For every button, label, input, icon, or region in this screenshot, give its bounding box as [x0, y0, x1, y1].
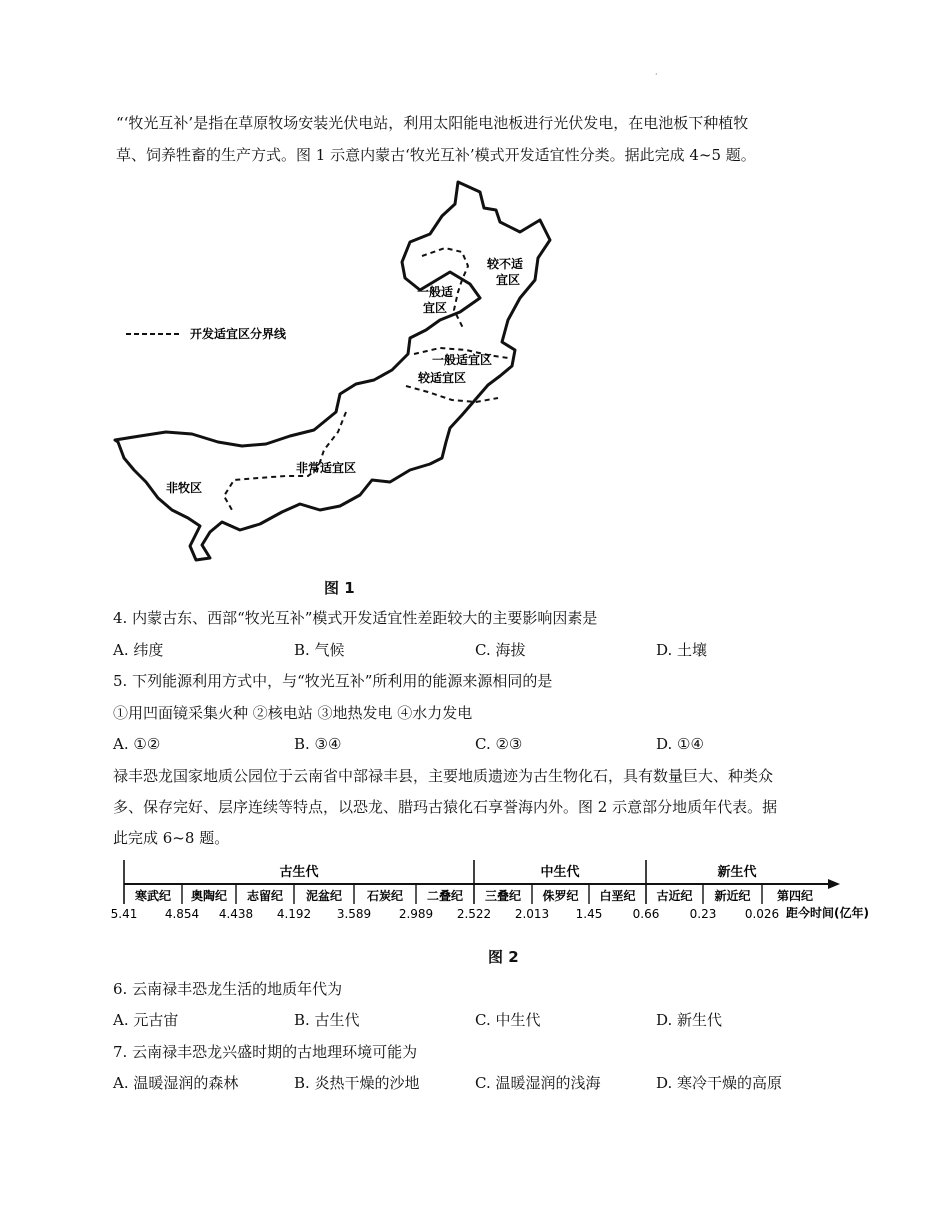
q5-items: ①用凹面镜采集火种 ②核电站 ③地热发电 ④水力发电 [113, 704, 473, 722]
intro2-line2: 多、保存完好、层序连续等特点，以恐龙、腊玛古猿化石享誉海内外。图 2 示意部分地质年代表。据 [113, 798, 778, 816]
region-label-2b: 宜区 [423, 301, 448, 315]
region-label-1b: 宜区 [496, 273, 521, 287]
region-label-6: 非牧区 [166, 481, 203, 495]
time-label: 2.522 [456, 907, 492, 921]
q4-option-c[interactable]: C. 海拔 [475, 641, 526, 659]
region-label-5: 非常适宜区 [296, 461, 357, 475]
q7-option-d[interactable]: D. 寒冷干燥的高原 [656, 1074, 783, 1092]
q7-option-a[interactable]: A. 温暖湿润的森林 [113, 1074, 239, 1092]
era-label: 中生代 [540, 865, 580, 880]
figure2-timeline [110, 858, 890, 926]
q5-option-b[interactable]: B. ③④ [294, 735, 342, 753]
period-label: 白垩纪 [599, 889, 636, 903]
period-label: 新近纪 [714, 889, 751, 903]
axis-label: 距今时间(亿年) [786, 906, 869, 920]
time-label: 4.192 [276, 907, 312, 921]
period-label: 石炭纪 [366, 889, 404, 903]
q6-stem: 6. 云南禄丰恐龙生活的地质年代为 [113, 980, 343, 998]
period-label: 寒武纪 [134, 889, 172, 903]
q6-option-d[interactable]: D. 新生代 [656, 1011, 723, 1029]
period-label: 古近纪 [656, 889, 693, 903]
q6-option-c[interactable]: C. 中生代 [475, 1011, 541, 1029]
era-label: 古生代 [279, 865, 319, 880]
region-label-4: 较适宜区 [418, 371, 467, 385]
q5-option-d[interactable]: D. ①④ [656, 735, 704, 753]
q5-option-a[interactable]: A. ①② [113, 735, 161, 753]
region-label-2a: 一般适 [417, 285, 454, 299]
time-label: 5.41 [110, 907, 138, 921]
time-label: 4.854 [164, 907, 200, 921]
time-label: 4.438 [218, 907, 254, 921]
time-label: 3.589 [336, 907, 372, 921]
q7-stem: 7. 云南禄丰恐龙兴盛时期的古地理环境可能为 [113, 1043, 418, 1061]
intro2-line3: 此完成 6~8 题。 [113, 829, 230, 847]
era-label: 新生代 [717, 865, 757, 880]
period-label: 三叠纪 [484, 889, 522, 903]
q7-option-b[interactable]: B. 炎热干燥的沙地 [294, 1074, 420, 1092]
axis-arrow [828, 879, 840, 889]
region-label-1a: 较不适 [487, 257, 524, 271]
q6-option-a[interactable]: A. 元古宙 [113, 1011, 179, 1029]
figure1-map [110, 180, 670, 570]
time-label: 2.013 [514, 907, 550, 921]
intro1-line1: “‘牧光互补’是指在草原牧场安装光伏电站，利用太阳能电池板进行光伏发电，在电池板下种植牧 [116, 114, 749, 132]
period-label: 泥盆纪 [305, 889, 343, 903]
q7-option-c[interactable]: C. 温暖湿润的浅海 [475, 1074, 601, 1092]
q4-stem: 4. 内蒙古东、西部“牧光互补”模式开发适宜性差距较大的主要影响因素是 [113, 609, 598, 627]
q6-option-b[interactable]: B. 古生代 [294, 1011, 360, 1029]
region-label-3: 一般适宜区 [432, 353, 493, 367]
time-label: 1.45 [575, 907, 603, 921]
q4-option-b[interactable]: B. 气候 [294, 641, 345, 659]
intro1-line2: 草、饲养牲畜的生产方式。图 1 示意内蒙古‘牧光互补’模式开发适宜性分类。据此完成 4~5 题。 [116, 146, 756, 164]
period-label: 志留纪 [246, 889, 284, 903]
q5-option-c[interactable]: C. ②③ [475, 735, 523, 753]
time-label: 0.66 [632, 907, 660, 921]
intro2-line1: 禄丰恐龙国家地质公园位于云南省中部禄丰县，主要地质遗迹为古生物化石，具有数量巨大、种类众 [113, 767, 774, 785]
period-label: 侏罗纪 [542, 889, 579, 903]
map-outline [115, 182, 550, 560]
time-label: 0.026 [744, 907, 780, 921]
figure2-caption: 图 2 [488, 948, 519, 966]
time-label: 2.989 [398, 907, 434, 921]
q4-option-d[interactable]: D. 土壤 [656, 641, 708, 659]
period-label: 奥陶纪 [190, 889, 228, 903]
period-label: 二叠纪 [426, 889, 464, 903]
q4-option-a[interactable]: A. 纬度 [113, 641, 164, 659]
legend-label: 开发适宜区分界线 [190, 327, 287, 341]
header-mark: · [655, 70, 658, 79]
q5-stem: 5. 下列能源利用方式中，与“牧光互补”所利用的能源来源相同的是 [113, 672, 553, 690]
figure1-caption: 图 1 [324, 579, 355, 597]
time-label: 0.23 [689, 907, 717, 921]
period-label: 第四纪 [776, 889, 814, 903]
